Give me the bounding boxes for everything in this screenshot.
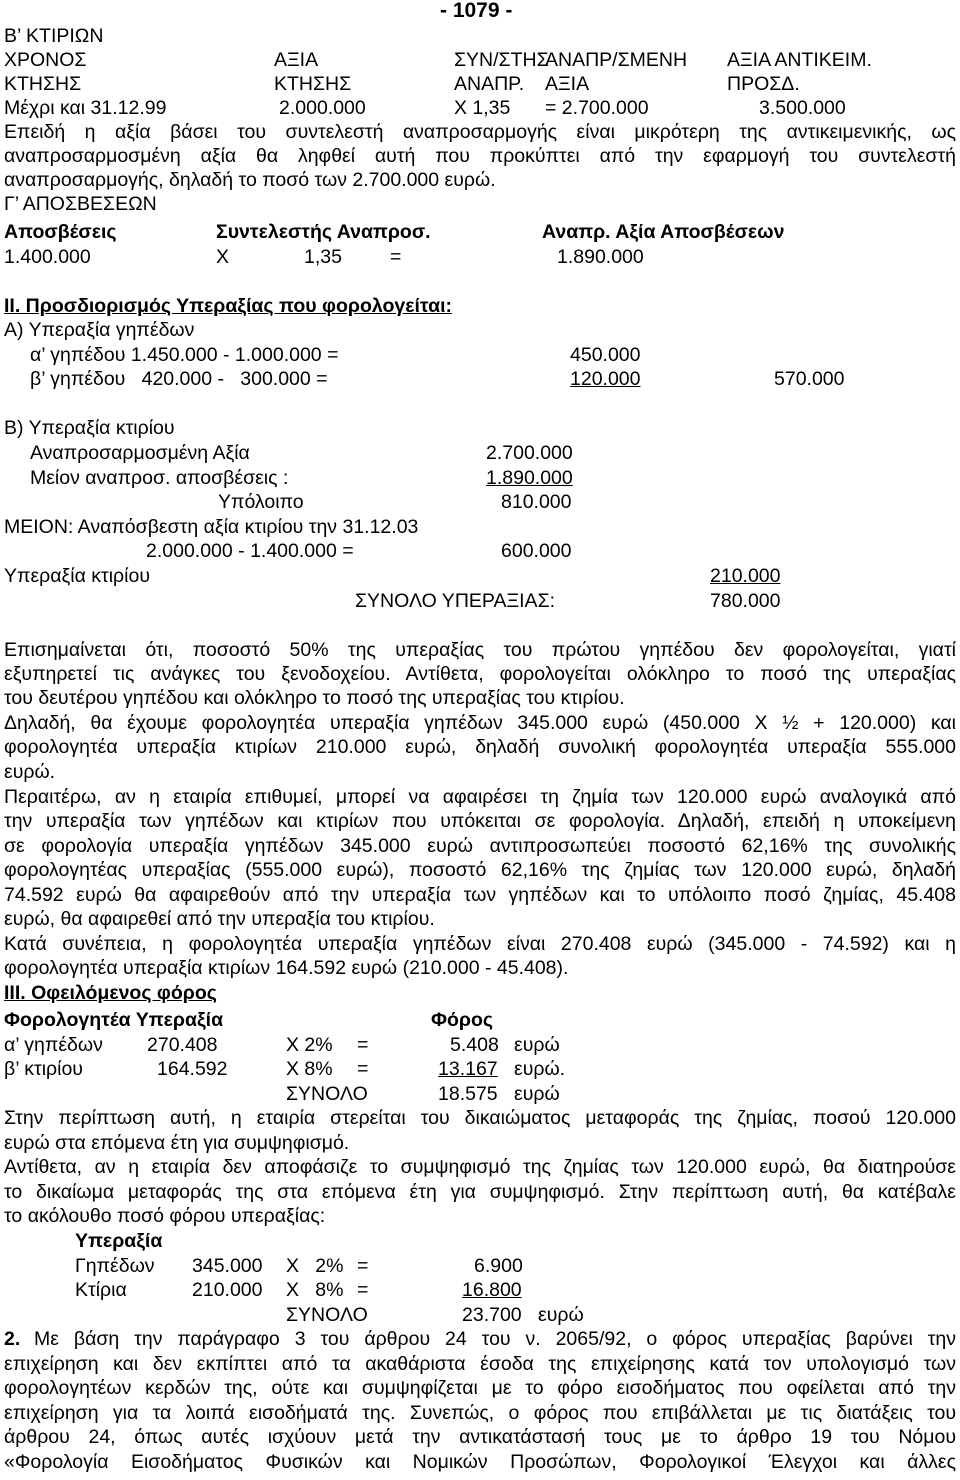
paragraph-line: ευρώ στα επόμενα έτη για συμψηφισμό.	[4, 1132, 350, 1154]
header-cell: Αναπρ. Αξία Αποσβέσεων	[542, 221, 785, 243]
paragraph-line: σε φορολογία υπεραξία γηπέδων 345.000 ευρώ αντιπροσωπεύει ποσοστό 62,16% της συνολικής	[4, 835, 956, 857]
row-cell: 2.000.000	[279, 97, 366, 119]
paragraph-line: επιχείρηση και δεν εκπίπτει από τα ακαθάριστα έσοδα της επιχείρησης κατά τον υπολογισμό των	[4, 1353, 956, 1375]
section-iii-total: ΣΥΝΟΛΟ 18.575 ευρώ	[286, 1083, 560, 1105]
total-gain: ΣΥΝΟΛΟ ΥΠΕΡΑΞΙΑΣ: 780.000	[355, 590, 781, 612]
section-b-paragraph-line: αναπροσαρμογής, δηλαδή το ποσό των 2.700.000 ευρώ.	[4, 169, 496, 191]
section-ii-b-row: Υπόλοιπο 810.000	[218, 491, 572, 513]
header-cell: ΣΥΝ/ΣΤΗΣ	[454, 49, 549, 71]
page-number: - 1079 -	[440, 0, 513, 22]
section-b-title: Β’ ΚΤΙΡΙΩΝ	[4, 25, 104, 47]
paragraph-line: εξυπηρετεί τις ανάγκες του ξενοδοχείου. Αντίθετα, φορολογείται ολόκληρο το ποσό της υπεραξίας	[4, 663, 956, 685]
row-cell: 1.890.000	[557, 246, 644, 268]
paragraph-line: το δικαίωμα μεταφοράς της στα επόμενα έτη για συμψηφισμό. Στην περίπτωση αυτή, θα κατέβαλε	[4, 1181, 956, 1203]
header-cell: ΑΞΙΑ	[545, 73, 590, 95]
paragraph-number: 2.	[4, 1328, 21, 1350]
header-cell: ΑΞΙΑ	[274, 49, 319, 71]
header-cell: ΑΝΑΠΡ.	[454, 73, 525, 95]
section-ii-a-row: β’ γηπέδου 420.000 - 300.000 = 120.000 570.000	[30, 368, 845, 390]
section-ii-b-row: Αναπροσαρμοσμένη Αξία 2.700.000	[30, 442, 573, 464]
paragraph-line: ευρώ, θα αφαιρεθεί από την υπεραξία του κτιρίου.	[4, 908, 435, 930]
paragraph-line: Στην περίπτωση αυτή, η εταιρία στερείται του δικαιώματος μεταφοράς της ζημίας, ποσού 120.000	[4, 1107, 956, 1129]
paragraph-line: Αντίθετα, αν η εταιρία δεν αποφάσιζε το συμψηφισμό της ζημίας των 120.000 ευρώ, θα διατηρούσε	[4, 1156, 956, 1178]
paragraph-line: το ακόλουθο ποσό φόρου υπεραξίας:	[4, 1205, 326, 1227]
row-cell: Χ 1,35	[454, 97, 511, 119]
header-cell: ΠΡΟΣΔ.	[727, 73, 800, 95]
building-gain: Υπεραξία κτιρίου 210.000	[4, 565, 781, 587]
row-cell: Χ	[216, 246, 230, 268]
section-b-paragraph-line: αναπροσαρμοσμένη αξία θα ληφθεί αυτή που προκύπτει από την εφαρμογή του συντελεστή	[4, 145, 956, 167]
section-c-title: Γ’ ΑΠΟΣΒΕΣΕΩΝ	[4, 193, 157, 215]
section-b-headers-1	[4, 48, 956, 72]
alt-total: ΣΥΝΟΛΟ 23.700 ευρώ	[286, 1304, 584, 1326]
section-c-headers	[4, 220, 956, 244]
section-ii-a-title: Α) Υπεραξία γηπέδων	[4, 319, 195, 341]
row-cell: = 2.700.000	[545, 97, 649, 119]
section-b-headers-2	[4, 72, 956, 96]
minus-line: ΜΕΙΟΝ: Αναπόσβεστη αξία κτιρίου την 31.12.03	[4, 516, 419, 538]
header-cell: ΑΝΑΠΡ/ΣΜΕΝΗ	[545, 49, 688, 71]
paragraph-line: φορολογητέας υπεραξίας (555.000 ευρώ), ποσοστό 62,16% της ζημίας των 120.000 ευρώ, δηλαδή	[4, 859, 956, 881]
alt-title: Υπεραξία	[75, 1230, 163, 1252]
section-ii-title: ΙΙ. Προσδιορισμός Υπεραξίας που φορολογείται:	[4, 295, 452, 317]
header-cell: ΚΤΗΣΗΣ	[4, 73, 82, 95]
paragraph-line: την υπεραξία των γηπέδων και κτιρίων που υπόκειται σε φορολογία. Δηλαδή, επειδή η υποκείμενη	[4, 810, 956, 832]
section-ii-b-row: Μείον αναπροσ. αποσβέσεις : 1.890.000	[30, 467, 573, 489]
section-b-row	[4, 96, 956, 120]
row-cell: 1.400.000	[4, 246, 91, 268]
row-cell: =	[390, 246, 402, 268]
header-cell: ΑΞΙΑ ΑΝΤΙΚΕΙΜ.	[727, 49, 872, 71]
header-cell: Συντελεστής Αναπροσ.	[216, 221, 431, 243]
row-cell: 1,35	[304, 246, 342, 268]
paragraph-line: Περαιτέρω, αν η εταιρία επιθυμεί, μπορεί να αφαιρέσει τη ζημία των 120.000 ευρώ αναλογικά από	[4, 786, 956, 808]
paragraph-line: 74.592 ευρώ θα αφαιρεθούν από την υπεραξία των γηπέδων και το υπόλοιπο ποσό ζημίας, 45.408	[4, 884, 956, 906]
header-cell: ΧΡΟΝΟΣ	[4, 49, 87, 71]
section-ii-a-row: α’ γηπέδου 1.450.000 - 1.000.000 = 450.000	[30, 344, 641, 366]
paragraph-line: Δηλαδή, θα έχουμε φορολογητέα υπεραξία γηπέδων 345.000 ευρώ (450.000 Χ ½ + 120.000) και	[4, 712, 956, 734]
paragraph-line: Κατά συνέπεια, η φορολογητέα υπεραξία γηπέδων είναι 270.408 ευρώ (345.000 - 74.592) και η	[4, 933, 956, 955]
paragraph-line: του δευτέρου γηπέδου και ολόκληρο το ποσό της υπεραξίας του κτιρίου.	[4, 687, 625, 709]
alt-row: Κτίρια 210.000 Χ 8% = 16.800	[75, 1279, 522, 1301]
section-iii-title: ΙΙΙ. Οφειλόμενος φόρος	[4, 982, 217, 1004]
row-cell: Μέχρι και 31.12.99	[4, 97, 167, 119]
paragraph-line: «Φορολογία Εισοδήματος Φυσικών και Νομικών Προσώπων, Φορολογικοί Έλεγχοι και άλλες	[4, 1451, 956, 1473]
paragraph-line: φορολογητέων κερδών της, ούτε και συμψηφίζεται με το φόρο εισοδήματος που οφείλεται από την	[4, 1377, 956, 1399]
paragraph-2-first-line: 2. Με βάση την παράγραφο 3 του άρθρου 24 του ν. 2065/92, ο φόρος υπεραξίας βαρύνει την	[4, 1328, 956, 1350]
section-ii-b-title: Β) Υπεραξία κτιρίου	[4, 417, 175, 439]
alt-row: Γηπέδων 345.000 Χ 2% = 6.900	[75, 1255, 523, 1277]
paragraph-line: επιχείρηση για τα λοιπά εισοδήματά της. Συνεπώς, ο φόρος που επιβάλλεται με τις διατάξεις του	[4, 1402, 956, 1424]
section-iii-headers: Φορολογητέα Υπεραξία Φόρος	[4, 1009, 494, 1031]
row-cell: 3.500.000	[759, 97, 846, 119]
paragraph-line: ευρώ.	[4, 761, 56, 783]
section-c-row	[4, 245, 956, 269]
section-b-paragraph-line: Επειδή η αξία βάσει του συντελεστή αναπροσαρμογής είναι μικρότερη της αντικειμενικής, ως	[4, 121, 956, 143]
header-cell: ΚΤΗΣΗΣ	[274, 73, 352, 95]
header-cell: Αποσβέσεις	[4, 221, 117, 243]
paragraph-line: άρθρου 24, όπως αυτές ισχύουν μετά την αντικατάστασή τους με το άρθρο 19 του Νόμου	[4, 1426, 956, 1448]
section-iii-row: β’ κτιρίου 164.592 Χ 8% = 13.167 ευρώ.	[4, 1058, 566, 1080]
minus-calc: 2.000.000 - 1.400.000 = 600.000	[146, 540, 572, 562]
section-iii-row: α’ γηπέδων 270.408 Χ 2% = 5.408 ευρώ	[4, 1034, 560, 1056]
paragraph-line: φορολογητέα υπεραξία κτιρίων 164.592 ευρώ (210.000 - 45.408).	[4, 957, 569, 979]
paragraph-line: Επισημαίνεται ότι, ποσοστό 50% της υπεραξίας του πρώτου γηπέδου δεν φορολογείται, γιατί	[4, 639, 956, 661]
paragraph-line: φορολογητέα υπεραξία κτιρίων 210.000 ευρώ, δηλαδή συνολική φορολογητέα υπεραξία 555.000	[4, 736, 956, 758]
